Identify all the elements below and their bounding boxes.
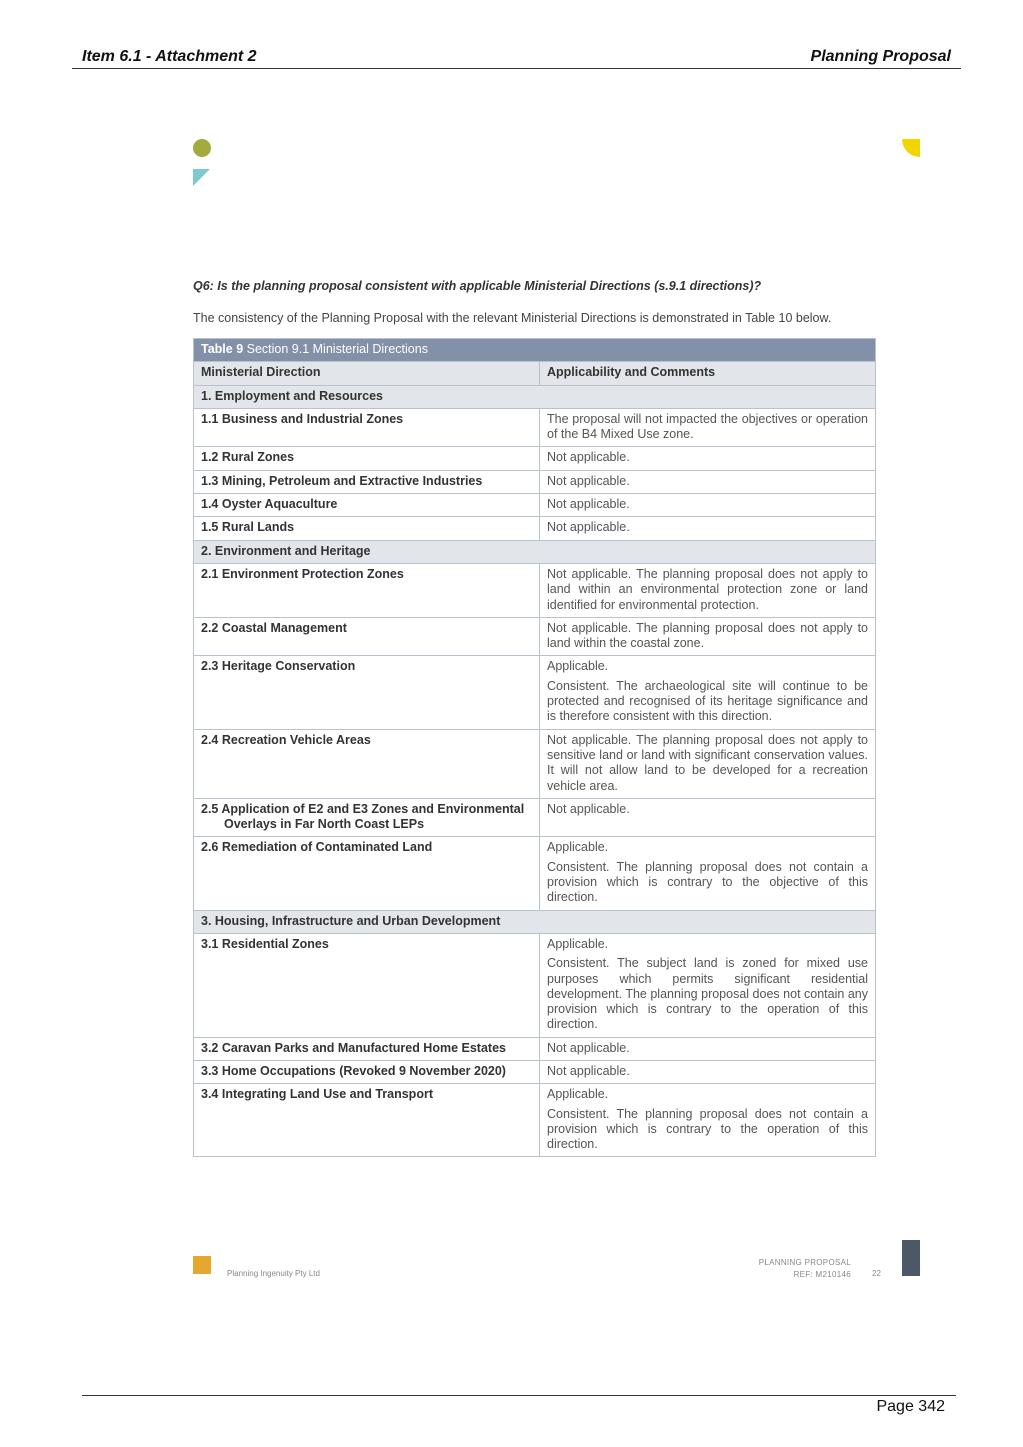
ministerial-directions-table [193,338,876,1157]
direction-cell: 3.4 Integrating Land Use and Transport [194,1084,540,1157]
applicability-text: Applicable. [547,659,609,674]
direction-cell: 2.1 Environment Protection Zones [194,563,540,617]
consistency-text: Consistent. The planning proposal does not contain a provision which is contrary to the operation of this direction. [547,1106,868,1152]
comment-cell: Not applicable. [540,447,876,470]
table-row [194,408,876,447]
footer-company-name: Planning Ingenuity Pty Ltd [227,1269,320,1278]
section-question: Q6: Is the planning proposal consistent with applicable Ministerial Directions (s.9.1 directions)? [193,279,762,293]
applicability-text: Applicable. [547,1087,609,1102]
direction-text: 2.5 Application of E2 and E3 Zones and Environmental Overlays in Far North Coast LEPs [201,801,525,832]
table-caption-label: Table 9 [201,342,244,356]
header-divider [72,68,961,69]
table-row [194,1037,876,1060]
direction-cell: 1.5 Rural Lands [194,517,540,540]
table-caption [194,339,876,362]
table-row [194,837,876,910]
table-header-row [194,362,876,385]
direction-cell [194,798,540,837]
footer-reference: REF: M210146 [793,1270,851,1279]
section-row [194,385,876,408]
direction-cell: 2.2 Coastal Management [194,617,540,656]
consistency-text: Consistent. The subject land is zoned for mixed use purposes which permits significant residential development. The planning proposal does not contain any provision which is contrary to the operation of this direction. [547,956,868,1032]
comment-cell [540,656,876,729]
header-attachment-label: Item 6.1 - Attachment 2 [82,48,257,65]
direction-cell: 1.1 Business and Industrial Zones [194,408,540,447]
footer-logo-square-icon [193,1256,211,1274]
comment-cell: Not applicable. The planning proposal does not apply to land within an environmental protection zone or land identified for environmental protection. [540,563,876,617]
table-row [194,1084,876,1157]
direction-cell: 2.3 Heritage Conservation [194,656,540,729]
header-document-title: Planning Proposal [810,48,951,65]
consistency-text: Consistent. The archaeological site will continue to be protected and recognised of its heritage significance and is therefore consistent with this direction. [547,678,868,724]
table-caption-row [194,339,876,362]
direction-cell: 2.6 Remediation of Contaminated Land [194,837,540,910]
decorative-triangle-icon [193,169,210,186]
table-row [194,798,876,837]
table-row [194,470,876,493]
table-row [194,494,876,517]
footer-bar-icon [902,1240,920,1276]
comment-cell: The proposal will not impacted the objectives or operation of the B4 Mixed Use zone. [540,408,876,447]
decorative-quarter-circle-icon [902,139,920,157]
direction-cell: 3.1 Residential Zones [194,933,540,1037]
comment-cell: Not applicable. The planning proposal does not apply to sensitive land or land with significant conservation values. It will not allow land to be developed for a recreation vehicle area. [540,729,876,798]
intro-paragraph: The consistency of the Planning Proposal with the relevant Ministerial Directions is demonstrated in Table 10 below. [193,311,832,325]
comment-cell [540,933,876,1037]
column-header-direction: Ministerial Direction [194,362,540,385]
footer-page-number: 22 [872,1269,881,1278]
section-heading: 3. Housing, Infrastructure and Urban Development [194,910,876,933]
direction-cell: 1.4 Oyster Aquaculture [194,494,540,517]
footer-reference-block [730,1257,851,1281]
consistency-text: Consistent. The planning proposal does not contain a provision which is contrary to the objective of this direction. [547,859,868,905]
table-row [194,1060,876,1083]
direction-cell: 1.2 Rural Zones [194,447,540,470]
column-header-comments: Applicability and Comments [540,362,876,385]
section-row [194,910,876,933]
table-row [194,447,876,470]
comment-cell: Not applicable. [540,470,876,493]
direction-cell: 3.2 Caravan Parks and Manufactured Home Estates [194,1037,540,1060]
applicability-text: Applicable. [547,840,609,855]
table-row [194,729,876,798]
table-row [194,656,876,729]
comment-cell [540,1084,876,1157]
table-row [194,517,876,540]
section-row [194,540,876,563]
comment-cell: Not applicable. The planning proposal does not apply to land within the coastal zone. [540,617,876,656]
comment-cell [540,837,876,910]
section-heading: 2. Environment and Heritage [194,540,876,563]
table-row [194,563,876,617]
section-heading: 1. Employment and Resources [194,385,876,408]
table-row [194,933,876,1037]
table-caption-text: Section 9.1 Ministerial Directions [243,342,428,356]
footer-divider [82,1395,956,1396]
decorative-circle-icon [193,139,211,157]
comment-cell: Not applicable. [540,798,876,837]
direction-cell: 1.3 Mining, Petroleum and Extractive Industries [194,470,540,493]
page-number: Page 342 [876,1398,945,1415]
table-row [194,617,876,656]
comment-cell: Not applicable. [540,494,876,517]
comment-cell: Not applicable. [540,1060,876,1083]
direction-cell: 2.4 Recreation Vehicle Areas [194,729,540,798]
direction-cell: 3.3 Home Occupations (Revoked 9 November 2020) [194,1060,540,1083]
comment-cell: Not applicable. [540,1037,876,1060]
applicability-text: Applicable. [547,936,609,951]
comment-cell: Not applicable. [540,517,876,540]
footer-document-title: PLANNING PROPOSAL [758,1258,851,1267]
